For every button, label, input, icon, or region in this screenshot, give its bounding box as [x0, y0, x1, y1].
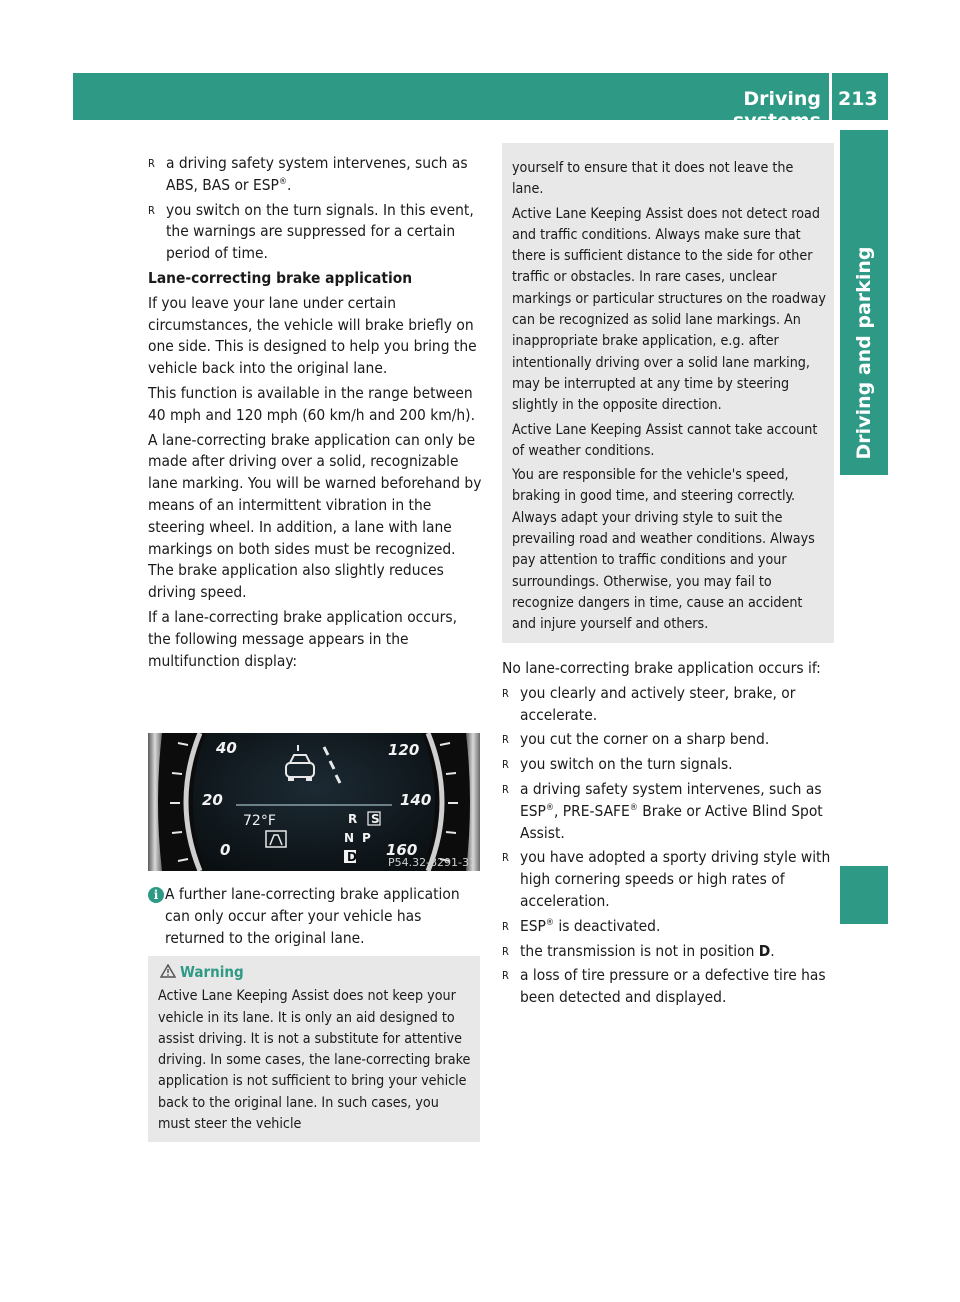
- list-item: [502, 916, 836, 938]
- paragraph: This function is available in the range between 40 mph and 120 mph (60 km/h and 200 km/h).: [148, 383, 475, 424]
- warning-paragraph: You are responsible for the vehicle's speed, braking in good time, and steering correctly. Always adapt your driving style to suit the prevailing road and weather conditions. Always pay attention to traffic conditions and your surroundings. Otherwise, you may fail to recognize dangers in time, cause an accident and injure yourself and others.: [512, 467, 815, 633]
- warning-content: [158, 962, 472, 1138]
- bullet-icon: R: [502, 919, 509, 933]
- registered-mark: ®: [545, 802, 554, 813]
- list-item: [148, 200, 482, 265]
- warning-title: [158, 962, 472, 983]
- list-item-text: you clearly and actively steer, brake, or accelerate.: [520, 683, 796, 724]
- info-icon: i: [148, 887, 164, 903]
- warning-paragraph: Active Lane Keeping Assist cannot take account of weather conditions.: [512, 421, 818, 459]
- warning-paragraph: yourself to ensure that it does not leave the lane.: [512, 160, 794, 198]
- bullet-icon: R: [502, 944, 509, 958]
- left-column: [148, 153, 482, 675]
- chapter-side-tab-label: Driving and parking: [853, 246, 875, 460]
- list-item-text: , PRE-SAFE: [554, 801, 630, 820]
- warning-box-continued: [502, 143, 834, 643]
- list-item-text: you cut the corner on a sharp bend.: [520, 730, 770, 749]
- list-item: [502, 729, 836, 751]
- speed-label: 40: [216, 739, 237, 757]
- list-item-text: you have adopted a sporty driving style with high cornering speeds or high rates of acceleration.: [520, 848, 831, 910]
- info-note-text: A further lane-correcting brake application can only occur after your vehicle has returned to the original lane.: [165, 885, 460, 947]
- list-item: [502, 683, 836, 727]
- bullet-icon: R: [502, 686, 509, 700]
- bullet-icon: R: [502, 782, 509, 796]
- paragraph: If a lane-correcting brake application occurs, the following message appears in the multifunction display:: [148, 607, 457, 670]
- list-item: [502, 847, 836, 912]
- list-item-text: .: [770, 941, 775, 960]
- warning-box: [148, 956, 480, 1142]
- warning-text: Active Lane Keeping Assist does not keep your vehicle in its lane. It is only an aid designed to assist driving. It is not a substitute for attentive driving. In some cases, the lane-correcting brake application is not sufficient to bring your vehicle back to the original lane. In such cases, you must steer the vehicle: [158, 988, 471, 1133]
- right-column: [502, 658, 836, 1012]
- list-item-text: ESP: [520, 916, 546, 935]
- gear-n-label: N: [344, 831, 355, 845]
- paragraph: If you leave your lane under certain circumstances, the vehicle will brake briefly on one side. This is designed to help you bring the vehicle back into the original lane.: [148, 293, 477, 378]
- list-item-text: a driving safety system intervenes, such as ABS, BAS or ESP: [166, 154, 468, 194]
- list-item: [502, 941, 836, 963]
- paragraph: A lane-correcting brake application can only be made after driving over a solid, recognizable lane marking. You will be warned beforehand by means of an intermittent vibration in the steering wheel. In addition, a lane with lane markings on both sides must be recognized. The brake application also slightly reduces driving speed.: [148, 430, 482, 602]
- list-item-tail: .: [287, 175, 292, 194]
- list-item-text: you switch on the turn signals.: [520, 755, 733, 774]
- info-note: [148, 884, 480, 949]
- list-item: [502, 779, 836, 844]
- bullet-icon: R: [148, 203, 155, 217]
- temperature-readout: 72°F: [243, 813, 276, 829]
- page-number: 213: [838, 88, 878, 110]
- warning-paragraph: Active Lane Keeping Assist does not detect road and traffic conditions. Always make sure that there is sufficient distance to the side for other traffic or obstacles. In rare cases, unclear markings or particular structures on the roadway can be recognized as solid lane markings. An inappropriate brake application, e.g. after intentionally driving over a solid lane marking, may be interrupted at any time by steering slightly in the opposite direction.: [512, 205, 826, 414]
- speed-label: 160: [386, 841, 418, 859]
- list-item: [502, 754, 836, 776]
- bullet-icon: R: [502, 969, 509, 983]
- instrument-cluster-image: [148, 733, 480, 871]
- list-item-text: a loss of tire pressure or a defective tire has been detected and displayed.: [520, 966, 826, 1007]
- paragraph: No lane-correcting brake application occurs if:: [502, 659, 821, 677]
- speed-label: 120: [388, 741, 420, 759]
- gear-s-label: S: [371, 812, 380, 826]
- gear-r-label: R: [348, 812, 358, 826]
- list-item-text: you switch on the turn signals. In this event, the warnings are suppressed for a certain period of time.: [166, 200, 474, 263]
- list-item: [148, 153, 482, 197]
- warning-content-continued: [512, 158, 826, 639]
- instrument-cluster-drawing: [148, 733, 480, 871]
- bullet-icon: R: [502, 758, 509, 772]
- header-divider: [829, 73, 832, 120]
- list-item-text: a driving safety system intervenes, such as ESP: [520, 779, 822, 820]
- side-marker: [840, 866, 888, 924]
- warning-title-text: Warning: [180, 963, 244, 981]
- figure-code: P54.32-8291-31: [387, 856, 476, 869]
- registered-mark: ®: [545, 917, 554, 928]
- list-item-text: is deactivated.: [554, 916, 661, 935]
- page-header-title: Driving systems: [732, 88, 821, 132]
- registered-mark: ®: [278, 176, 287, 187]
- warning-triangle-icon: [160, 964, 176, 978]
- speed-label: 140: [400, 791, 432, 809]
- list-item: [502, 965, 836, 1009]
- section-heading: Lane-correcting brake application: [148, 268, 413, 287]
- registered-mark: ®: [629, 802, 638, 813]
- speed-label: 0: [220, 841, 231, 859]
- gear-p-label: P: [362, 831, 371, 845]
- bullet-icon: R: [502, 733, 509, 747]
- list-item-text: the transmission is not in position: [520, 941, 759, 960]
- gear-position-text: D: [758, 941, 771, 960]
- list-item-text: Brake or Active Blind Spot Assist.: [520, 801, 823, 842]
- bullet-icon: R: [148, 157, 155, 170]
- bullet-icon: R: [502, 851, 509, 865]
- speed-label: 20: [202, 791, 223, 809]
- gear-d-label: D: [347, 850, 357, 864]
